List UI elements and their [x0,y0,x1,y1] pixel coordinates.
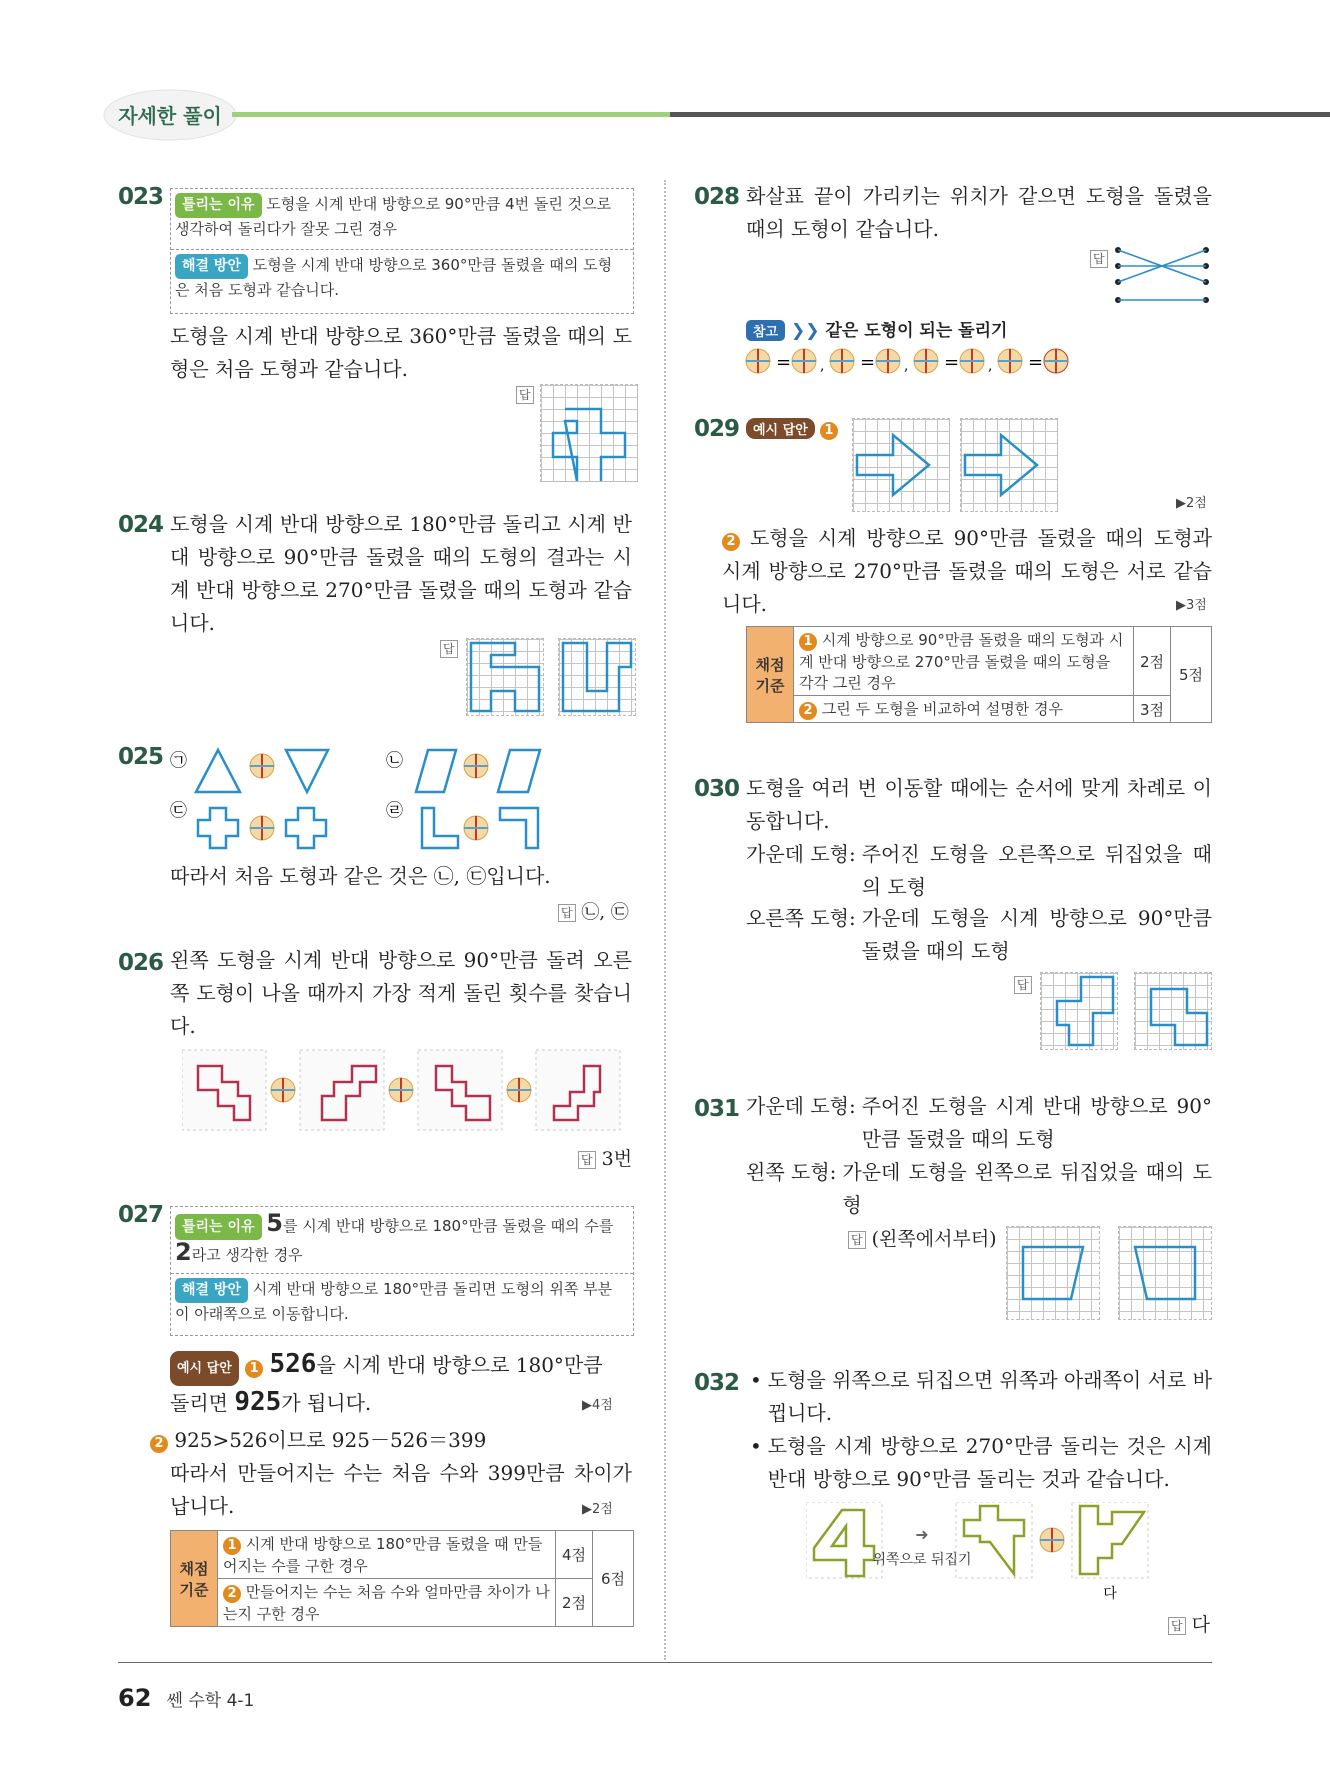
p027-score-row-2: 2 만들어지는 수는 처음 수와 얼마만큼 차이가 나는지 구한 경우 [218,1579,556,1627]
p027-reason-text-2: 라고 생각한 경우 [191,1246,303,1264]
problem-number-029: 029 [694,416,740,442]
p028-ref-tag: 참고 [746,320,785,341]
p031-answer-shape-2 [1119,1227,1211,1319]
p027-step1-text-2: 돌리면 [170,1391,228,1415]
p027-example-tag: 예시 답안 [170,1351,239,1386]
p032-answer-value: 다 [1191,1614,1210,1636]
p030-answer-label: 답 [1014,976,1032,994]
page-number: 62 [118,1684,152,1712]
p030-mid-text: 주어진 도형을 오른쪽으로 뒤집었을 때의 도형 [861,842,1212,899]
footer-rule [118,1662,1212,1663]
p032-bullets [750,1364,1212,1496]
p025-answer [558,898,629,924]
p029-step2-number: 2 [722,533,740,551]
p031-mid-label: 가운데 도형: [746,1094,856,1118]
p028-body: 화살표 끝이 가리키는 위치가 같으면 도형을 돌렸을 때의 도형이 같습니다. [746,184,1212,241]
p024-answer-label: 답 [440,640,458,658]
p027-score-row-1: 1 시계 반대 방향으로 180°만큼 돌렸을 때 만들어지는 수를 구한 경우 [218,1531,556,1579]
svg-text:=: = [860,352,876,373]
p031-answer-grid-1 [1006,1226,1100,1320]
p023-reason-text: 도형을 시계 반대 방향으로 90°만큼 4번 돌린 것으로 생각하여 돌리다가 잘못 그린 경우 [175,195,612,238]
p024-answer-grid-2 [558,638,636,716]
p025-label-4: ㉣ [386,801,403,821]
p032-answer-label: 답 [1168,1617,1186,1635]
p031-answer [848,1224,997,1251]
p028-answer-label: 답 [1090,250,1108,268]
problem-number-024: 024 [118,512,164,538]
p029-score-pts-1: 2점 [1134,627,1171,696]
p027-step1-text-3: 가 됩니다. [281,1391,372,1415]
p027-step1 [170,1348,632,1420]
p032-result-label: 다 [1103,1586,1117,1602]
p023-answer-label: 답 [516,386,534,404]
p027-score-pts-1: 4점 [556,1531,593,1579]
p027-solve-tag: 해결 방안 [175,1278,248,1303]
p027-score-total: 6점 [593,1531,634,1627]
p029-score-header: 채점 기준 [747,627,794,723]
header-rule-gray [670,112,1330,117]
p026-answer-value: 3번 [601,1148,633,1170]
p029-step2 [722,522,1212,621]
p029-arrow-shape-2 [961,419,1057,511]
p030-answer-grid-2 [1134,972,1212,1050]
p027-hint-box [170,1206,634,1336]
p028-answer-matching [1112,244,1212,306]
p027-step1-digits-2: 925 [234,1387,282,1417]
p031-mid-row [746,1090,1212,1156]
p023-solve-tag: 해결 방안 [175,254,248,279]
p027-step1-text-1: 을 시계 반대 방향으로 180°만큼 [316,1353,603,1377]
header-logo [100,86,240,144]
p023-solve-text: 도형을 시계 반대 방향으로 360°만큼 돌렸을 때의 도형은 처음 도형과 같습니다. [175,256,613,299]
p029-score-total: 5점 [1171,627,1212,723]
p031-answer-grid-2 [1118,1226,1212,1320]
p031-left-text: 가운데 도형을 왼쪽으로 뒤집었을 때의 도형 [842,1160,1212,1217]
p029-score-row-1: 1 시계 방향으로 90°만큼 돌렸을 때의 도형과 시계 반대 방향으로 270°만큼 돌렸을 때의 도형을 각각 그린 경우 [794,627,1134,696]
p027-step2-number: 2 [150,1435,168,1453]
p030-body: 도형을 여러 번 이동할 때에는 순서에 맞게 차례로 이동합니다. [746,776,1212,833]
p031-left-row [746,1156,1212,1222]
p029-step2-points: ▶3점 [1176,598,1207,613]
p027-step2-points: ▶2점 [582,1502,613,1517]
p026-body: 왼쪽 도형을 시계 반대 방향으로 90°만큼 돌려 오른쪽 도형이 나올 때까지 가장 적게 돌린 횟수를 찾습니다. [170,948,632,1038]
p029-answer-grid-2 [960,418,1058,512]
p032-arrow-icon: ➜ [915,1525,929,1544]
p027-reason-tag: 틀리는 이유 [175,1214,262,1240]
svg-text:,: , [904,358,909,374]
p032-figures [806,1502,1152,1606]
p031-mid-text: 주어진 도형을 시계 반대 방향으로 90°만큼 돌렸을 때의 도형 [861,1094,1212,1151]
p024-answer-grid-1 [466,638,544,716]
p023-hint-box [170,188,634,314]
p027-step2-line-1: 925>526이므로 925－526＝399 [174,1428,487,1452]
book-title: 쎈 수학 4-1 [166,1691,255,1711]
column-divider [664,180,666,1660]
p029-score-pts-2: 3점 [1134,696,1171,723]
p031-answer-label: 답 [848,1231,866,1249]
p026-answer [578,1144,632,1171]
p027-reason-digit-2: 2 [175,1238,192,1266]
p030-mid-label: 가운데 도형: [746,842,856,866]
p025-label-3: ㉢ [170,801,187,821]
p025-label-2: ㉡ [386,751,403,771]
problem-number-028: 028 [694,184,740,210]
p027-scoring-table [170,1530,634,1627]
problem-number-023: 023 [118,184,164,210]
svg-text:,: , [988,358,993,374]
p030-mid-row [746,838,1212,904]
p028-ref-rotations [744,346,1084,376]
p030-right-row [746,902,1212,968]
p027-step2-line-2: 따라서 만들어지는 수는 처음 수와 399만큼 차이가 납니다. [170,1461,632,1518]
problem-number-025: 025 [118,744,164,770]
p026-answer-label: 답 [578,1151,596,1169]
header-rule-green [232,112,670,117]
problem-number-026: 026 [118,950,164,976]
p029-arrow-shape-1 [853,419,949,511]
p029-step1-number: 1 [820,422,838,440]
p027-solve-text: 시계 반대 방향으로 180°만큼 돌리면 도형의 위쪽 부분이 아래쪽으로 이동합니다. [175,1280,613,1323]
p031-answer-value: (왼쪽에서부터) [871,1228,997,1250]
p025-body: 따라서 처음 도형과 같은 것은 ㉡, ㉢입니다. [170,864,551,888]
p029-step1-points: ▶2점 [1176,496,1207,511]
p023-answer-shape [541,385,637,481]
p028-ref-arrow-icon: ❯❯ [791,321,820,341]
p030-right-label: 오른쪽 도형: [746,906,856,930]
p024-body: 도형을 시계 반대 방향으로 180°만큼 돌리고 시계 반대 방향으로 90°만큼 돌렸을 때의 도형의 결과는 시계 반대 방향으로 270°만큼 돌렸을 때의 도형과 같습니다. [170,512,632,635]
problem-number-032: 032 [694,1370,740,1396]
p027-reason-digit-1: 5 [266,1209,283,1237]
p025-figures [166,740,586,860]
p025-answer-value: ㉡, ㉢ [581,902,629,923]
footer [118,1684,254,1712]
p031-answer-shape-1 [1007,1227,1099,1319]
p029-step1-header [746,418,838,440]
p029-example-tag: 예시 답안 [746,418,815,439]
svg-text:=: = [1028,352,1044,373]
p029-score-row-2: 2 그린 두 도형을 비교하여 설명한 경우 [794,696,1134,723]
p027-step1-digits: 526 [269,1349,317,1379]
p030-answer-shape-1 [1041,973,1117,1049]
p027-step1-number: 1 [245,1360,263,1378]
p029-answer-grid-1 [852,418,950,512]
p023-answer-grid [540,384,638,482]
p027-step2 [150,1424,632,1523]
problem-number-031: 031 [694,1096,740,1122]
p027-score-pts-2: 2점 [556,1579,593,1627]
p024-answer-shape-2 [559,639,635,715]
p028-ref-title: 같은 도형이 되는 돌리기 [825,321,1008,341]
svg-text:=: = [944,352,960,373]
p032-bullet-1: • 도형을 위쪽으로 뒤집으면 위쪽과 아래쪽이 서로 바뀝니다. [750,1368,1212,1425]
p027-step1-points: ▶4점 [582,1398,613,1413]
p024-answer-shape-1 [467,639,543,715]
p027-reason-text-1: 를 시계 반대 방향으로 180°만큼 돌렸을 때의 수를 [282,1217,614,1235]
svg-text:,: , [820,358,825,374]
p032-answer [1168,1610,1210,1637]
p026-rotation-sequence [182,1048,622,1134]
p023-body: 도형을 시계 반대 방향으로 360°만큼 돌렸을 때의 도형은 처음 도형과 같습니다. [170,324,632,381]
p025-label-1: ㉠ [170,751,187,771]
p030-answer-shape-2 [1135,973,1211,1049]
problem-number-027: 027 [118,1202,164,1228]
p028-reference [746,316,1007,341]
p023-reason-tag: 틀리는 이유 [175,193,262,218]
p027-score-header: 채점 기준 [171,1531,218,1627]
p030-right-text: 가운데 도형을 시계 방향으로 90°만큼 돌렸을 때의 도형 [861,906,1212,963]
p025-answer-label: 답 [558,904,576,922]
p032-bullet-2: • 도형을 시계 방향으로 270°만큼 돌리는 것은 시계 반대 방향으로 90°만큼 돌리는 것과 같습니다. [750,1434,1212,1491]
p031-left-label: 왼쪽 도형: [746,1160,837,1184]
svg-text:=: = [776,352,792,373]
p029-scoring-table [746,626,1212,723]
p030-answer-grid-1 [1040,972,1118,1050]
header-logo-text: 자세한 풀이 [118,104,222,128]
problem-number-030: 030 [694,776,740,802]
p029-step2-text: 도형을 시계 방향으로 90°만큼 돌렸을 때의 도형과 시계 방향으로 270°만큼 돌렸을 때의 도형은 서로 같습니다. [722,526,1212,616]
p032-arrow-label: 위쪽으로 뒤집기 [872,1552,972,1568]
